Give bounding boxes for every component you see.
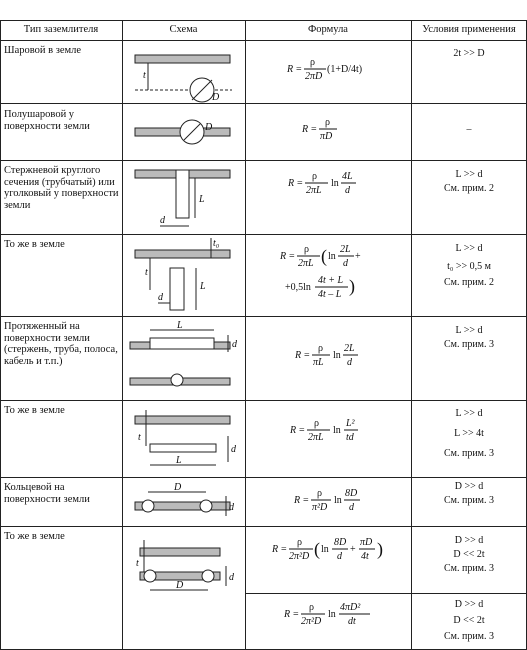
scheme-label: t xyxy=(143,70,146,81)
type-text: То же в земле xyxy=(4,531,65,542)
svg-text:=: = xyxy=(293,609,299,620)
conductor-section xyxy=(171,374,183,386)
formula-lhs: R xyxy=(295,350,302,361)
formulas xyxy=(271,57,383,627)
formula-num2: 4t + L xyxy=(318,275,344,286)
formula-ln-den: d xyxy=(345,185,350,196)
type-text: То же в земле xyxy=(4,239,65,250)
formula-den: 2πL xyxy=(306,185,322,196)
svg-text:(: ( xyxy=(314,539,320,559)
formula-ln-num: 4L xyxy=(342,171,353,182)
conditions: D >> d D << 2t См. прим. 3 xyxy=(443,535,495,574)
ground-surface xyxy=(135,416,230,424)
formula-num: ρ xyxy=(312,171,317,182)
svg-text:ln: ln xyxy=(333,425,341,436)
scheme-label: L xyxy=(176,455,182,466)
formula-num: ρ xyxy=(310,57,315,68)
formula-ln-den: d xyxy=(347,357,352,368)
scheme-label: t xyxy=(136,558,139,569)
header-conditions: Условия применения xyxy=(422,24,516,35)
formula-den: 2πL xyxy=(308,432,324,443)
formula-num: ρ xyxy=(318,343,323,354)
scheme-label: t xyxy=(138,432,141,443)
formula-lhs: R xyxy=(280,251,287,262)
ground-surface xyxy=(135,55,230,63)
ring-section xyxy=(142,500,154,512)
formula-ln-num: 8D xyxy=(345,488,358,499)
svg-text:=: = xyxy=(311,124,317,135)
formula-ln-num: L² xyxy=(346,418,355,429)
conditions: – xyxy=(466,124,472,135)
scheme-label: L xyxy=(200,281,206,292)
formula-lhs: R xyxy=(287,64,294,75)
rod-electrode xyxy=(176,170,189,218)
formula-num: ρ xyxy=(314,418,319,429)
scheme-label: d xyxy=(229,572,234,583)
formula-den: 2πD xyxy=(305,71,323,82)
formula-num: ρ xyxy=(304,244,309,255)
conditions: D >> d См. прим. 3 xyxy=(443,481,495,506)
formula-ln-num: 2L xyxy=(340,244,351,255)
svg-text:ln: ln xyxy=(333,350,341,361)
scheme-label: t xyxy=(145,267,148,278)
formula-ln-den: d xyxy=(349,502,354,513)
scheme-label: L xyxy=(199,194,205,205)
svg-text:=: = xyxy=(297,178,303,189)
svg-text:=: = xyxy=(304,350,310,361)
scheme-label: D xyxy=(205,122,213,133)
svg-text:ln: ln xyxy=(331,178,339,189)
formula-num: ρ xyxy=(309,602,314,613)
scheme-label: d xyxy=(160,215,165,226)
type-text: Полушаровой у поверхности земли xyxy=(4,109,90,132)
formula-ln-num: 8D xyxy=(334,537,347,548)
type-text: Кольцевой на поверхности земли xyxy=(4,482,90,505)
scheme-label: d xyxy=(158,292,163,303)
formula-num: ρ xyxy=(297,537,302,548)
formula-lhs: R xyxy=(290,425,297,436)
type-text: Стержневой круглого сечения (трубчатый) или уголковый у поверхности земли xyxy=(4,165,119,211)
svg-text:): ) xyxy=(349,276,355,296)
svg-text:=: = xyxy=(289,251,295,262)
formula-den2: 4t – L xyxy=(318,289,342,300)
formula-num: ρ xyxy=(317,488,322,499)
type-text: То же в земле xyxy=(4,405,65,416)
strip-electrode xyxy=(150,338,214,349)
svg-text:ln: ln xyxy=(321,544,329,555)
scheme-label: t₀ xyxy=(213,238,220,249)
ground-surface xyxy=(140,548,220,556)
svg-text:ln: ln xyxy=(328,251,336,262)
formula-lhs: R xyxy=(288,178,295,189)
svg-text:=: = xyxy=(299,425,305,436)
formula-plus-den: 4t xyxy=(361,551,369,562)
scheme-label: d xyxy=(231,444,236,455)
formula-ln-num: 2L xyxy=(344,343,355,354)
formula-den: π²D xyxy=(312,502,328,513)
svg-text:=: = xyxy=(296,64,302,75)
formula-lhs: R xyxy=(294,495,301,506)
svg-text:(: ( xyxy=(321,246,327,266)
header-scheme: Схема xyxy=(169,24,198,35)
svg-text:): ) xyxy=(377,539,383,559)
strip-electrode xyxy=(150,444,216,452)
svg-text:ln: ln xyxy=(334,495,342,506)
header-formula: Формула xyxy=(308,24,348,35)
conditions: L >> d t₀ >> 0,5 м См. прим. 2 xyxy=(443,243,495,288)
formula-coef: +0,5ln xyxy=(285,282,311,293)
formula-lhs: R xyxy=(302,124,309,135)
conditions: L >> d См. прим. 2 xyxy=(443,169,495,194)
conditions: 2t >> D xyxy=(453,48,485,59)
formula-plus-num: πD xyxy=(360,537,373,548)
formula-num: ρ xyxy=(325,117,330,128)
formula-den: πD xyxy=(320,131,333,142)
rod-electrode xyxy=(170,268,184,310)
formula-ln-den: dt xyxy=(348,616,356,627)
svg-text:=: = xyxy=(303,495,309,506)
formula-ln-den: td xyxy=(346,432,354,443)
type-text: Протяженный на поверхности земли (стержень, труба, полоса, кабель и т.п.) xyxy=(4,321,118,367)
conditions: D >> d D << 2t См. прим. 3 xyxy=(443,599,495,642)
scheme-label: L xyxy=(177,320,183,331)
scheme-label: d xyxy=(229,502,234,513)
svg-text:ln: ln xyxy=(328,609,336,620)
formula-den: πL xyxy=(313,357,324,368)
conditions: L >> d L >> 4t См. прим. 3 xyxy=(443,408,495,459)
scheme-label: D xyxy=(212,92,220,103)
formula-lhs: R xyxy=(272,544,279,555)
scheme-label: D xyxy=(174,482,182,493)
formula-den: 2π²D xyxy=(289,551,310,562)
ring-section xyxy=(200,500,212,512)
ring-section xyxy=(202,570,214,582)
type-text: Шаровой в земле xyxy=(4,45,82,56)
header-type: Тип заземлителя xyxy=(23,24,99,35)
ring-section xyxy=(144,570,156,582)
conditions: L >> d См. прим. 3 xyxy=(443,325,495,350)
svg-text:+: + xyxy=(355,251,361,262)
formula-ln-den: d xyxy=(343,258,348,269)
formula-ln-num: 4πD² xyxy=(340,602,361,613)
formula-ln-den: d xyxy=(337,551,342,562)
svg-text:=: = xyxy=(281,544,287,555)
formula-tail: (1+D/4t) xyxy=(327,64,363,75)
formula-den: 2πL xyxy=(298,258,314,269)
ground-surface xyxy=(135,250,230,258)
formula-lhs: R xyxy=(284,609,291,620)
formula-den: 2π²D xyxy=(301,616,322,627)
scheme-label: D xyxy=(176,580,184,591)
svg-text:+: + xyxy=(350,544,356,555)
scheme-label: d xyxy=(232,339,237,350)
